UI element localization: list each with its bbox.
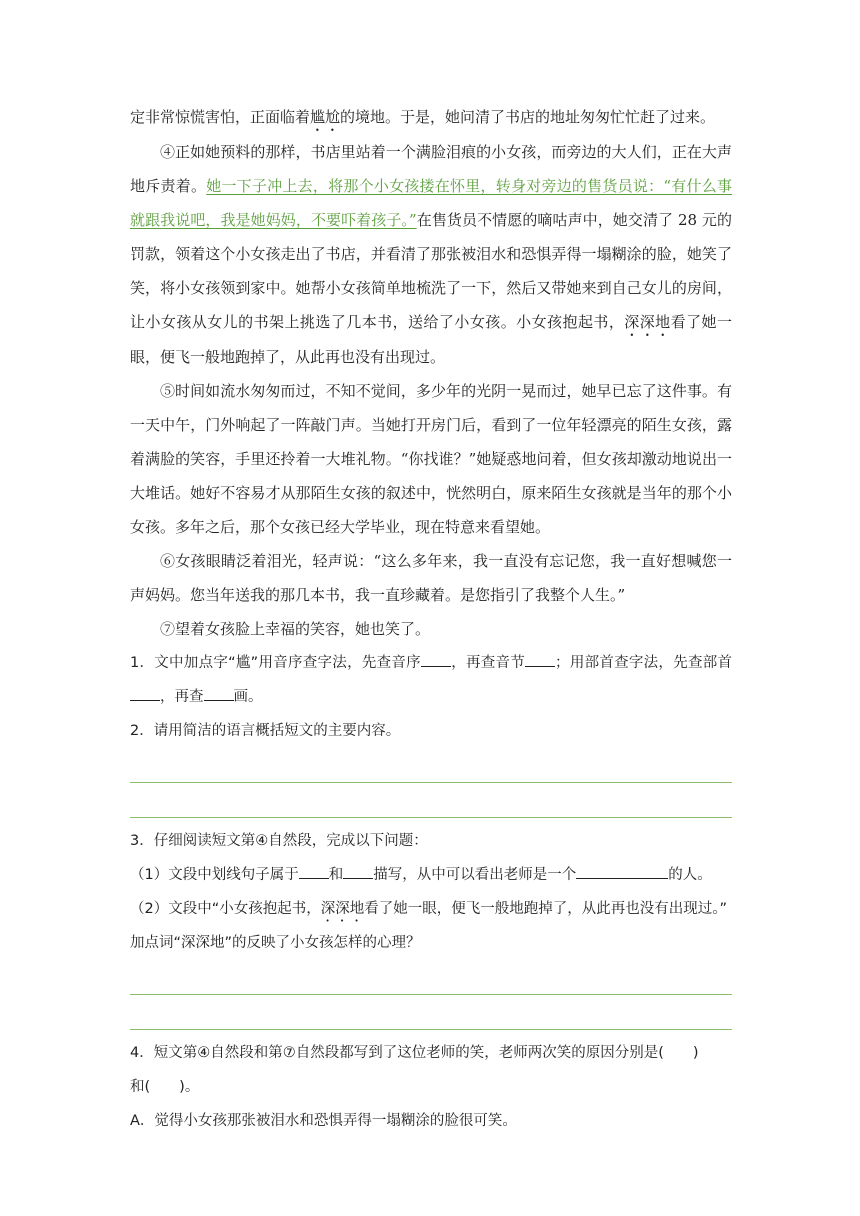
answer-blank[interactable] [299,860,329,879]
answer-blank[interactable] [130,682,160,701]
text: 看了她一眼，便飞一般地跑掉了，从此再也没有出现过。” [364,901,728,917]
text: ；用部首查字法，先查部首 [555,655,733,671]
answer-line[interactable] [130,995,732,1030]
question-4: 4．短文第④自然段和第⑦自然段都写到了这位老师的笑，老师两次笑的原因分别是( ) [130,1045,699,1061]
text: ④正如她预料的那样，书店里站着一个满脸泪痕的小女孩，而旁边的大人们，正在大声地斥责着。 [130,143,732,195]
text: 在售货员不情愿的嘀咕声中，她交清了 28 元的罚款，领着这个小女孩走出了书店，并看清了那张被泪水和恐惧弄得一塌糊涂的脸，她笑了笑，将小女孩领到家中。她帮小女孩简单地梳洗了一下，然后又带她来到自己女儿的房间，让小女孩从女儿的书架上挑选了几本书，送给了小女孩。小女孩抱起书， [130,211,732,331]
answer-blank[interactable] [576,860,668,879]
text: 画。 [233,689,263,705]
text: （2）文段中“小女孩抱起书， [130,901,321,917]
answer-line[interactable] [130,960,732,995]
text: 描写，从中可以看出老师是一个 [373,867,577,883]
text: 1．文中加点字“尴”用音序查字法，先查音序 [130,655,421,671]
text: 的境地。于是，她问清了书店的地址匆匆忙忙赶了过来。 [340,108,716,126]
answer-blank[interactable] [204,682,234,701]
question-4-cont: 和( )。 [130,1079,200,1095]
text: 和 [328,867,344,883]
question-1 [130,646,732,714]
paragraph-3-tail [130,100,732,135]
text: ，再查 [160,689,204,705]
paragraph-4 [130,135,732,374]
text: 看了她一眼，便飞一般地跑掉了，从此再也没有出现过。 [130,313,732,366]
question-3-2-prompt: 加点词“深深地”的反映了小女孩怎样的心理？ [130,935,421,951]
option-a: A．觉得小女孩那张被泪水和恐惧弄得一塌糊涂的脸很可笑。 [130,1113,517,1129]
question-2: 2．请用简洁的语言概括短文的主要内容。 [130,723,401,739]
dotted-word: 深深地 [624,313,671,331]
answer-blank[interactable] [421,648,451,667]
text: （1）文段中划线句子属于 [130,867,299,883]
question-3-2 [130,892,732,926]
paragraph-5: ⑤时间如流水匆匆而过，不知不觉间，多少年的光阴一晃而过，她早已忘了这件事。有一天中午，门外响起了一阵敲门声。当她打开房门后，看到了一位年轻漂亮的陌生女孩，露着满脸的笑容，手里还拎着一大堆礼物。“你找谁？”她疑惑地问着，但女孩却激动地说出一大堆话。她好不容易才从那陌生女孩的叙述中，恍然明白，原来陌生女孩就是当年的那个小女孩。多年之后，那个女孩已经大学毕业，现在特意来看望她。 [130,382,732,536]
dotted-word: 尴尬 [310,108,341,126]
answer-line[interactable] [130,748,732,783]
question-3: 3．仔细阅读短文第④自然段，完成以下问题： [130,833,428,849]
document-content [130,100,732,1138]
text: 的人。 [668,867,712,883]
question-3-1 [130,858,732,892]
answer-blank[interactable] [525,648,555,667]
dotted-word: 深深地 [320,901,365,917]
text: ，再查音节 [450,655,526,671]
answer-blank[interactable] [343,860,373,879]
text: 定非常惊慌害怕，正面临着 [130,108,311,126]
underlined-sentence: 她一下子冲上去，将那个小女孩搂在怀里，转身对旁边的售货员说：“有什么事就跟我说吧，我是她妈妈，不要吓着孩子。” [130,177,732,229]
answer-line[interactable] [130,783,732,818]
paragraph-6: ⑥女孩眼睛泛着泪光，轻声说：“这么多年来，我一直没有忘记您，我一直好想喊您一声妈妈。您当年送我的那几本书，我一直珍藏着。是您指引了我整个人生。” [130,552,732,604]
paragraph-7: ⑦望着女孩脸上幸福的笑容，她也笑了。 [160,620,431,638]
